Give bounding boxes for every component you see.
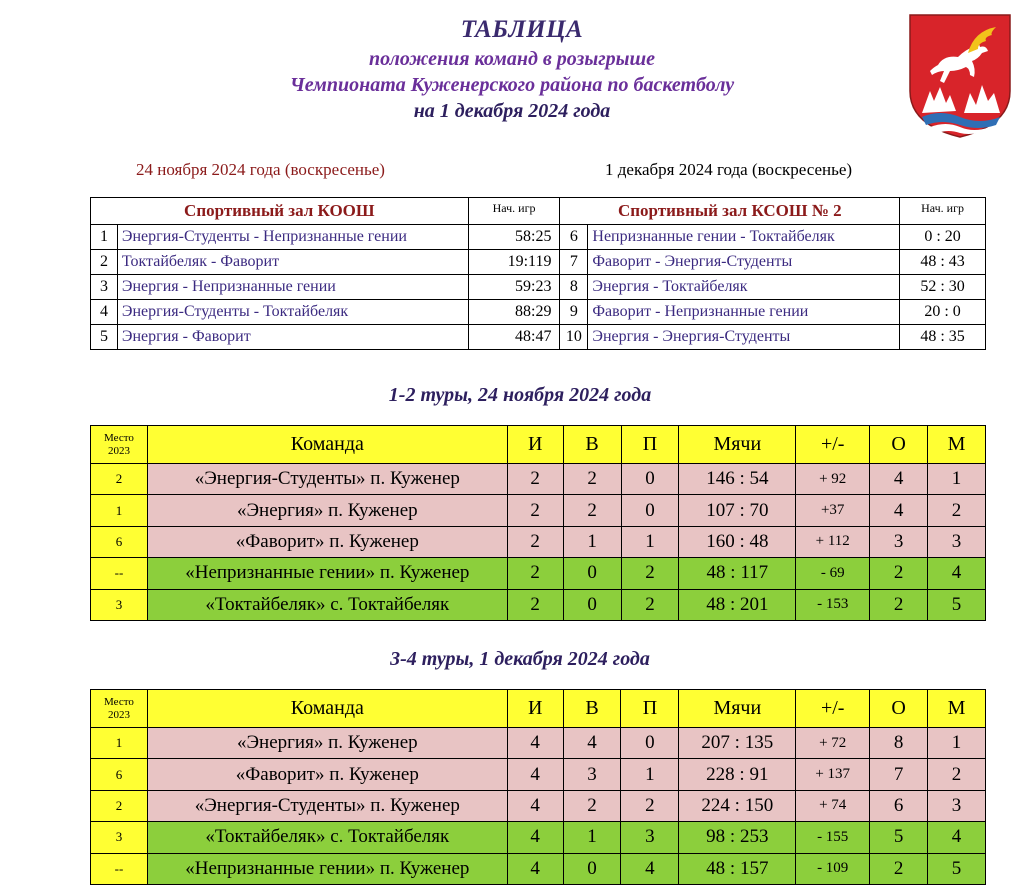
played-header: И — [507, 426, 563, 464]
lost-header: П — [621, 690, 679, 728]
game-match: Энергия - Токтайбеляк — [588, 275, 900, 300]
team-name: «Фаворит» п. Куженер — [147, 526, 507, 557]
right-hall-title: Спортивный зал КСОШ № 2 — [560, 198, 900, 225]
games-lost: 2 — [621, 790, 679, 821]
place-2023: 6 — [91, 526, 148, 557]
rank: 1 — [928, 464, 986, 495]
balls-diff: +37 — [796, 495, 870, 526]
coat-of-arms-icon — [908, 13, 1012, 139]
game-row — [91, 325, 986, 350]
game-match: Энергия - Энергия-Студенты — [588, 325, 900, 350]
game-number: 9 — [560, 300, 588, 325]
subtitle-line-1: положения команд в розыгрыше — [368, 48, 656, 70]
games-played: 4 — [507, 853, 563, 884]
points: 4 — [870, 495, 928, 526]
points: 2 — [870, 589, 928, 620]
left-nach-label: Нач. игр — [468, 198, 560, 225]
page-title: ТАБЛИЦА — [460, 16, 584, 43]
games-won: 2 — [563, 495, 621, 526]
games-played: 4 — [507, 728, 563, 759]
place-2023: 2 — [91, 464, 148, 495]
game-score: 48 : 35 — [900, 325, 986, 350]
game-number: 5 — [91, 325, 118, 350]
balls-diff: - 69 — [796, 558, 870, 589]
game-score: 52 : 30 — [900, 275, 986, 300]
game-number: 10 — [560, 325, 588, 350]
games-won: 0 — [563, 558, 621, 589]
game-number: 2 — [91, 250, 118, 275]
tour2-standings-table — [90, 689, 986, 885]
games-won: 2 — [563, 464, 621, 495]
games-table — [90, 197, 986, 350]
tour2-title: 3-4 туры, 1 декабря 2024 года — [390, 648, 650, 670]
games-played: 2 — [507, 558, 563, 589]
balls-diff: + 92 — [796, 464, 870, 495]
tour2-header-row — [91, 690, 986, 728]
right-date: 1 декабря 2024 года (воскресенье) — [605, 160, 853, 179]
games-lost: 0 — [621, 464, 679, 495]
game-row — [91, 300, 986, 325]
balls-diff: + 74 — [796, 790, 870, 821]
game-score: 48:47 — [468, 325, 560, 350]
team-header: Команда — [147, 426, 507, 464]
game-row — [91, 275, 986, 300]
place-2023: 2 — [91, 790, 148, 821]
standings-row — [91, 464, 986, 495]
games-played: 2 — [507, 526, 563, 557]
team-header: Команда — [147, 690, 507, 728]
games-played: 2 — [507, 495, 563, 526]
games-lost: 2 — [621, 589, 679, 620]
points: 8 — [870, 728, 928, 759]
team-name: «Фаворит» п. Куженер — [147, 759, 507, 790]
games-won: 2 — [563, 790, 621, 821]
team-name: «Энергия» п. Куженер — [147, 728, 507, 759]
games-lost: 4 — [621, 853, 679, 884]
rank: 2 — [928, 495, 986, 526]
points: 6 — [870, 790, 928, 821]
game-row — [91, 225, 986, 250]
balls-score: 48 : 157 — [679, 853, 796, 884]
lost-header: П — [621, 426, 679, 464]
game-match: Энергия-Студенты - Непризнанные гении — [117, 225, 468, 250]
team-name: «Энергия-Студенты» п. Куженер — [147, 790, 507, 821]
game-score: 20 : 0 — [900, 300, 986, 325]
games-lost: 1 — [621, 759, 679, 790]
standings-row — [91, 558, 986, 589]
rank: 4 — [928, 822, 986, 853]
games-lost: 0 — [621, 728, 679, 759]
game-match: Токтайбеляк - Фаворит — [117, 250, 468, 275]
balls-diff: - 155 — [796, 822, 870, 853]
standings-row — [91, 759, 986, 790]
place-2023: -- — [91, 558, 148, 589]
place-2023: 1 — [91, 728, 148, 759]
place-2023: -- — [91, 853, 148, 884]
balls-diff: + 72 — [796, 728, 870, 759]
games-played: 4 — [507, 759, 563, 790]
diff-header: +/- — [796, 426, 870, 464]
rank: 5 — [928, 589, 986, 620]
balls-score: 224 : 150 — [679, 790, 796, 821]
team-name: «Непризнанные гении» п. Куженер — [147, 558, 507, 589]
rank: 2 — [928, 759, 986, 790]
won-header: В — [563, 690, 621, 728]
games-won: 1 — [563, 526, 621, 557]
place-2023: 3 — [91, 589, 148, 620]
game-number: 3 — [91, 275, 118, 300]
team-name: «Токтайбеляк» с. Токтайбеляк — [147, 589, 507, 620]
balls-score: 107 : 70 — [679, 495, 796, 526]
balls-score: 146 : 54 — [679, 464, 796, 495]
games-lost: 0 — [621, 495, 679, 526]
place-2023: 6 — [91, 759, 148, 790]
balls-score: 207 : 135 — [679, 728, 796, 759]
game-match: Фаворит - Непризнанные гении — [588, 300, 900, 325]
balls-score: 160 : 48 — [679, 526, 796, 557]
games-won: 4 — [563, 728, 621, 759]
rank: 4 — [928, 558, 986, 589]
points: 7 — [870, 759, 928, 790]
rank-header: М — [928, 690, 986, 728]
team-name: «Непризнанные гении» п. Куженер — [147, 853, 507, 884]
game-score: 88:29 — [468, 300, 560, 325]
balls-score: 48 : 117 — [679, 558, 796, 589]
games-played: 4 — [507, 790, 563, 821]
games-lost: 1 — [621, 526, 679, 557]
balls-score: 48 : 201 — [679, 589, 796, 620]
game-number: 8 — [560, 275, 588, 300]
games-lost: 3 — [621, 822, 679, 853]
left-hall-title: Спортивный зал КООШ — [91, 198, 469, 225]
balls-header: Мячи — [679, 426, 796, 464]
standings-row — [91, 495, 986, 526]
points: 5 — [870, 822, 928, 853]
points: 2 — [870, 558, 928, 589]
game-score: 0 : 20 — [900, 225, 986, 250]
balls-header: Мячи — [679, 690, 796, 728]
page-header — [0, 14, 1024, 124]
game-number: 6 — [560, 225, 588, 250]
standings-row — [91, 728, 986, 759]
subtitle-line-3: на 1 декабря 2024 года — [413, 100, 611, 122]
points: 4 — [870, 464, 928, 495]
game-score: 58:25 — [468, 225, 560, 250]
points-header: О — [870, 690, 928, 728]
games-won: 1 — [563, 822, 621, 853]
team-name: «Энергия» п. Куженер — [147, 495, 507, 526]
place-header: Место 2023 — [91, 426, 148, 464]
balls-diff: + 112 — [796, 526, 870, 557]
rank: 3 — [928, 790, 986, 821]
place-2023: 1 — [91, 495, 148, 526]
games-played: 4 — [507, 822, 563, 853]
games-won: 3 — [563, 759, 621, 790]
balls-diff: - 153 — [796, 589, 870, 620]
rank: 5 — [928, 853, 986, 884]
tour1-header-row — [91, 426, 986, 464]
game-match: Энергия-Студенты - Токтайбеляк — [117, 300, 468, 325]
rank-header: М — [928, 426, 986, 464]
rank: 3 — [928, 526, 986, 557]
tour1-title: 1-2 туры, 24 ноября 2024 года — [388, 384, 652, 406]
points-header: О — [870, 426, 928, 464]
balls-diff: - 109 — [796, 853, 870, 884]
game-score: 48 : 43 — [900, 250, 986, 275]
standings-row — [91, 526, 986, 557]
standings-row — [91, 853, 986, 884]
game-number: 1 — [91, 225, 118, 250]
diff-header: +/- — [796, 690, 870, 728]
games-played: 2 — [507, 589, 563, 620]
right-nach-label: Нач. игр — [900, 198, 986, 225]
points: 2 — [870, 853, 928, 884]
games-won: 0 — [563, 853, 621, 884]
balls-score: 228 : 91 — [679, 759, 796, 790]
tour1-standings-table — [90, 425, 986, 621]
game-match: Непризнанные гении - Токтайбеляк — [588, 225, 900, 250]
game-number: 4 — [91, 300, 118, 325]
game-row — [91, 250, 986, 275]
game-score: 19:119 — [468, 250, 560, 275]
game-match: Энергия - Непризнанные гении — [117, 275, 468, 300]
games-lost: 2 — [621, 558, 679, 589]
team-name: «Токтайбеляк» с. Токтайбеляк — [147, 822, 507, 853]
standings-row — [91, 822, 986, 853]
points: 3 — [870, 526, 928, 557]
games-won: 0 — [563, 589, 621, 620]
left-date: 24 ноября 2024 года (воскресенье) — [136, 160, 385, 179]
game-match: Энергия - Фаворит — [117, 325, 468, 350]
game-score: 59:23 — [468, 275, 560, 300]
standings-row — [91, 790, 986, 821]
subtitle-line-2: Чемпионата Куженерского района по баскетболу — [289, 74, 735, 96]
standings-row — [91, 589, 986, 620]
game-match: Фаворит - Энергия-Студенты — [588, 250, 900, 275]
rank: 1 — [928, 728, 986, 759]
balls-diff: + 137 — [796, 759, 870, 790]
game-number: 7 — [560, 250, 588, 275]
games-played: 2 — [507, 464, 563, 495]
team-name: «Энергия-Студенты» п. Куженер — [147, 464, 507, 495]
played-header: И — [507, 690, 563, 728]
won-header: В — [563, 426, 621, 464]
place-header: Место 2023 — [91, 690, 148, 728]
place-2023: 3 — [91, 822, 148, 853]
balls-score: 98 : 253 — [679, 822, 796, 853]
games-header-row — [91, 198, 986, 225]
